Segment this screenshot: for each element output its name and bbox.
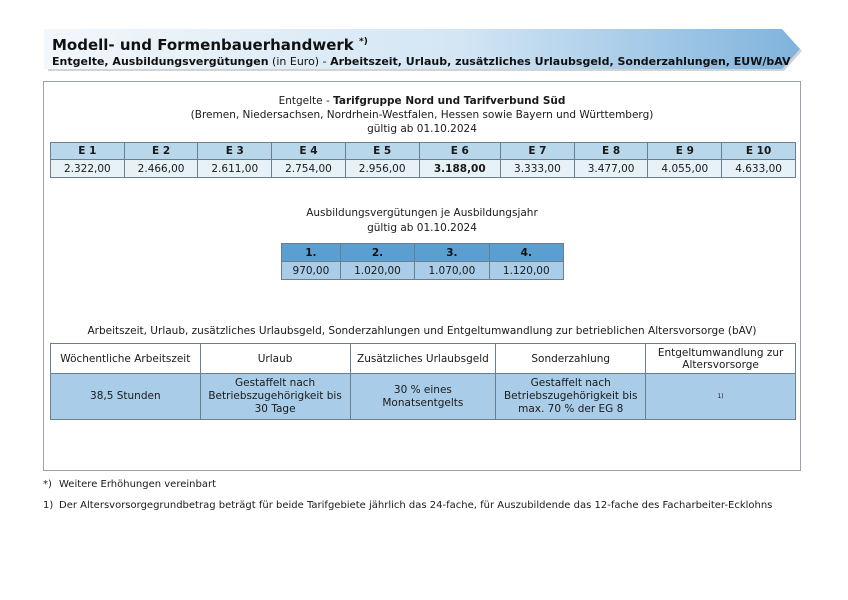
ausbildung-heading: Ausbildungsvergütungen je Ausbildungsjahr	[306, 207, 538, 219]
footnotes	[43, 478, 772, 520]
footnote-item	[43, 478, 772, 492]
footnote-ref: 1)	[717, 393, 724, 400]
arbeitszeit-value-row	[51, 374, 796, 420]
arbeitszeit-heading: Arbeitszeit, Urlaub, zusätzliches Urlaubsgeld, Sonderzahlungen und Entgeltumwandlung zur betrieblichen Altersvorsorge (bAV)	[87, 325, 757, 337]
group-header: E 3	[198, 143, 272, 160]
cell-value	[646, 374, 796, 420]
header-banner	[44, 29, 804, 73]
cell-value: Gestaffelt nach Betriebszugehörigkeit bis max. 70 % der EG 8	[496, 374, 646, 420]
group-value: 2.466,00	[124, 160, 198, 178]
footnote-item	[43, 499, 772, 513]
footnote-text: Weitere Erhöhungen vereinbart	[59, 479, 217, 490]
group-header: E 10	[722, 143, 796, 160]
arbeitszeit-table	[50, 343, 796, 420]
year-header: 3.	[415, 244, 489, 262]
entgelte-valid-date: gültig ab 01.10.2024	[367, 123, 477, 135]
group-value: 3.333,00	[501, 160, 575, 178]
year-header: 1.	[282, 244, 341, 262]
group-value: 2.322,00	[51, 160, 125, 178]
entgelte-table	[50, 142, 796, 178]
entgelte-header-row	[51, 143, 796, 160]
column-header: Entgeltumwandlung zur Altersvorsorge	[646, 344, 796, 374]
page-title: Modell- und Formenbauerhandwerk *)	[52, 36, 368, 54]
entgelte-region: (Bremen, Niedersachsen, Nordrhein-Westfalen, Hessen sowie Bayern und Württemberg)	[190, 109, 654, 121]
group-header: E 8	[574, 143, 648, 160]
year-header: 2.	[340, 244, 414, 262]
column-header: Wöchentliche Arbeitszeit	[51, 344, 201, 374]
group-value: 4.055,00	[648, 160, 722, 178]
group-value: 2.754,00	[272, 160, 346, 178]
cell-value: Gestaffelt nach Betriebszugehörigkeit bis 30 Tage	[200, 374, 350, 420]
ausbildung-table	[281, 243, 564, 280]
column-header: Sonderzahlung	[496, 344, 646, 374]
ausbildung-value-row	[282, 262, 564, 280]
footnote-mark: *)	[43, 479, 52, 490]
arbeitszeit-header-row	[51, 344, 796, 374]
footnote-mark: 1)	[43, 500, 54, 511]
year-value: 970,00	[282, 262, 341, 280]
group-value: 2.611,00	[198, 160, 272, 178]
year-value: 1.070,00	[415, 262, 489, 280]
group-header: E 1	[51, 143, 125, 160]
group-value: 2.956,00	[345, 160, 419, 178]
group-header: E 2	[124, 143, 198, 160]
year-value: 1.020,00	[340, 262, 414, 280]
cell-value: 30 % eines Monatsentgelts	[350, 374, 496, 420]
year-header: 4.	[489, 244, 563, 262]
column-header: Urlaub	[200, 344, 350, 374]
cell-value: 38,5 Stunden	[51, 374, 201, 420]
group-value-highlight: 3.188,00	[419, 160, 501, 178]
ausbildung-valid-date: gültig ab 01.10.2024	[367, 222, 477, 234]
group-header: E 9	[648, 143, 722, 160]
group-header: E 4	[272, 143, 346, 160]
entgelte-value-row	[51, 160, 796, 178]
content-frame	[43, 81, 801, 471]
group-header: E 5	[345, 143, 419, 160]
group-header: E 7	[501, 143, 575, 160]
page-subtitle: Entgelte, Ausbildungsvergütungen (in Euro) - Arbeitszeit, Urlaub, zusätzliches Urlaubsgeld, Sonderzahlungen, EUW/bAV	[52, 55, 791, 68]
column-header: Zusätzliches Urlaubsgeld	[350, 344, 496, 374]
group-value: 4.633,00	[722, 160, 796, 178]
footnote-text: Der Altersvorsorgegrundbetrag beträgt für beide Tarifgebiete jährlich das 24-fache, für Auszubildende das 12-fache des Facharbeiter-Ecklohns	[59, 500, 773, 511]
group-value: 3.477,00	[574, 160, 648, 178]
group-header: E 6	[419, 143, 501, 160]
year-value: 1.120,00	[489, 262, 563, 280]
entgelte-heading: Entgelte - Tarifgruppe Nord und Tarifverbund Süd	[278, 95, 566, 107]
ausbildung-header-row	[282, 244, 564, 262]
